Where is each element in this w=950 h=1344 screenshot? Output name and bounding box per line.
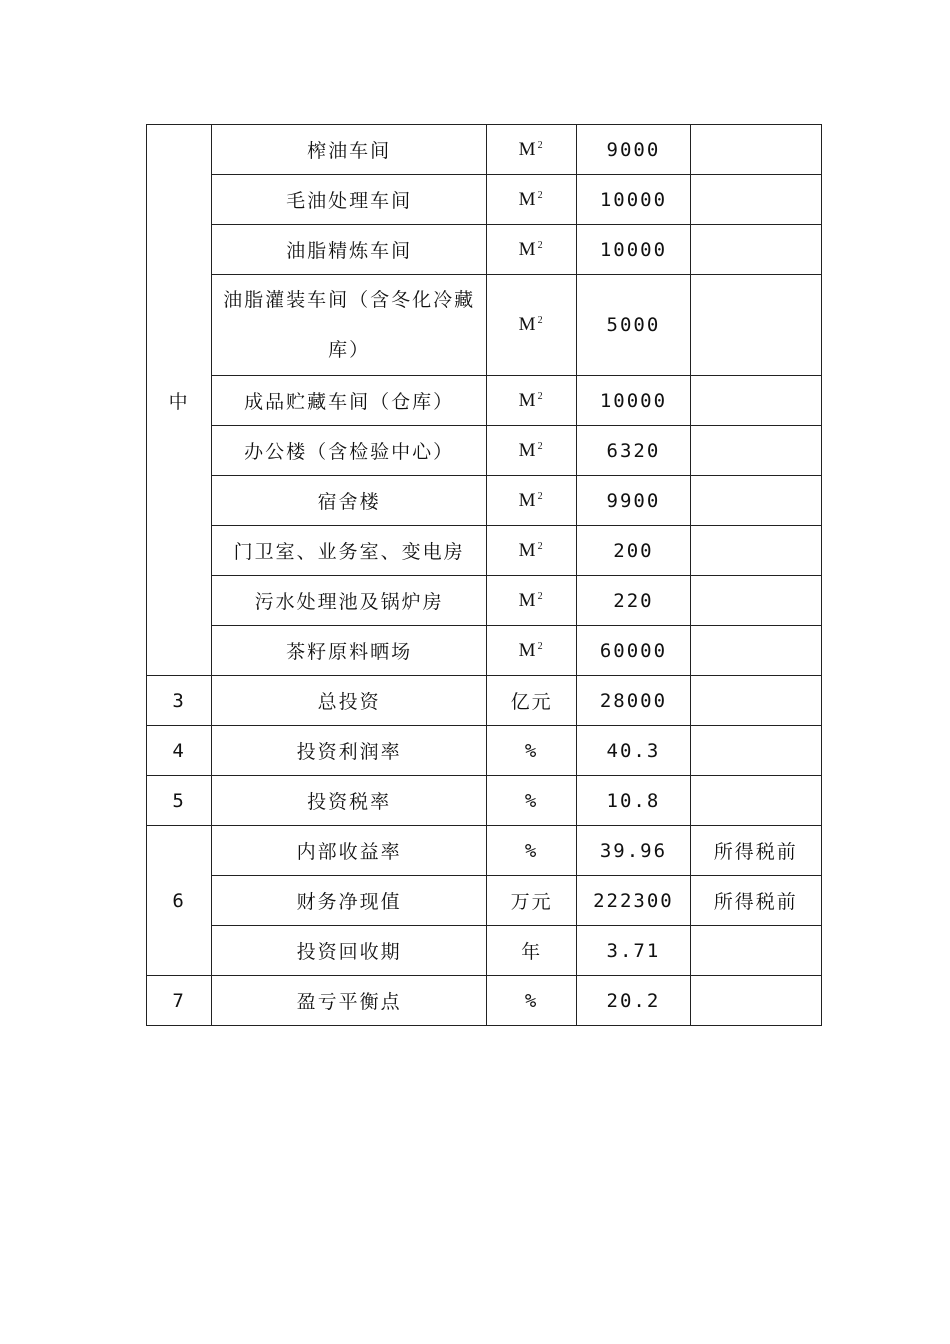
note-cell [690,125,821,175]
note-cell: 所得税前 [690,826,821,876]
unit-cell: $M^2$ [487,426,577,476]
table-row [147,926,822,976]
unit-cell: $M^2$ [487,526,577,576]
table-row [147,225,822,275]
unit-cell: 万元 [487,876,577,926]
value-cell: 200 [577,526,690,576]
value-cell: 220 [577,576,690,626]
note-cell [690,576,821,626]
item-name: 油脂灌装车间（含冬化冷藏库） [212,275,487,376]
note-cell [690,526,821,576]
table-row [147,726,822,776]
table-row [147,876,822,926]
value-cell: 39.96 [577,826,690,876]
table-row [147,426,822,476]
unit-cell: $M^2$ [487,476,577,526]
item-name: 门卫室、业务室、变电房 [212,526,487,576]
value-cell: 40.3 [577,726,690,776]
value-cell: 10000 [577,376,690,426]
item-name: 办公楼（含检验中心） [212,426,487,476]
unit-cell: $M^2$ [487,376,577,426]
unit-cell: $M^2$ [487,175,577,225]
row-number: 4 [147,726,212,776]
table-row [147,826,822,876]
row-number: 6 [147,826,212,976]
table-row [147,275,822,376]
unit-cell: $M^2$ [487,576,577,626]
item-name: 投资回收期 [212,926,487,976]
table-row [147,676,822,726]
unit-cell: $M^2$ [487,225,577,275]
item-name: 盈亏平衡点 [212,976,487,1026]
table-row [147,776,822,826]
value-cell: 10000 [577,225,690,275]
item-name: 榨油车间 [212,125,487,175]
note-cell: 所得税前 [690,876,821,926]
value-cell: 222300 [577,876,690,926]
note-cell [690,476,821,526]
note-cell [690,426,821,476]
table-row [147,476,822,526]
section-label: 中 [147,125,212,676]
item-name: 毛油处理车间 [212,175,487,225]
note-cell [690,626,821,676]
unit-cell: 年 [487,926,577,976]
unit-cell: % [487,826,577,876]
note-cell [690,976,821,1026]
unit-cell: % [487,776,577,826]
row-number: 3 [147,676,212,726]
value-cell: 3.71 [577,926,690,976]
value-cell: 10.8 [577,776,690,826]
value-cell: 60000 [577,626,690,676]
item-name: 油脂精炼车间 [212,225,487,275]
unit-cell: $M^2$ [487,125,577,175]
value-cell: 9000 [577,125,690,175]
value-cell: 6320 [577,426,690,476]
note-cell [690,726,821,776]
note-cell [690,225,821,275]
row-number: 5 [147,776,212,826]
data-table [146,124,822,1026]
table-row [147,526,822,576]
item-name: 投资利润率 [212,726,487,776]
table-row [147,576,822,626]
item-name: 财务净现值 [212,876,487,926]
item-name: 成品贮藏车间（仓库） [212,376,487,426]
value-cell: 9900 [577,476,690,526]
table-row [147,125,822,175]
table-row [147,626,822,676]
unit-cell: % [487,726,577,776]
note-cell [690,776,821,826]
value-cell: 5000 [577,275,690,376]
item-name: 总投资 [212,676,487,726]
value-cell: 10000 [577,175,690,225]
note-cell [690,376,821,426]
item-name: 污水处理池及锅炉房 [212,576,487,626]
note-cell [690,175,821,225]
value-cell: 20.2 [577,976,690,1026]
row-number: 7 [147,976,212,1026]
table-row [147,976,822,1026]
table-row [147,175,822,225]
item-name: 内部收益率 [212,826,487,876]
unit-cell: $M^2$ [487,626,577,676]
item-name: 茶籽原料晒场 [212,626,487,676]
unit-cell: % [487,976,577,1026]
value-cell: 28000 [577,676,690,726]
note-cell [690,275,821,376]
unit-cell: 亿元 [487,676,577,726]
note-cell [690,676,821,726]
note-cell [690,926,821,976]
item-name: 投资税率 [212,776,487,826]
item-name: 宿舍楼 [212,476,487,526]
unit-cell: $M^2$ [487,275,577,376]
table-row [147,376,822,426]
